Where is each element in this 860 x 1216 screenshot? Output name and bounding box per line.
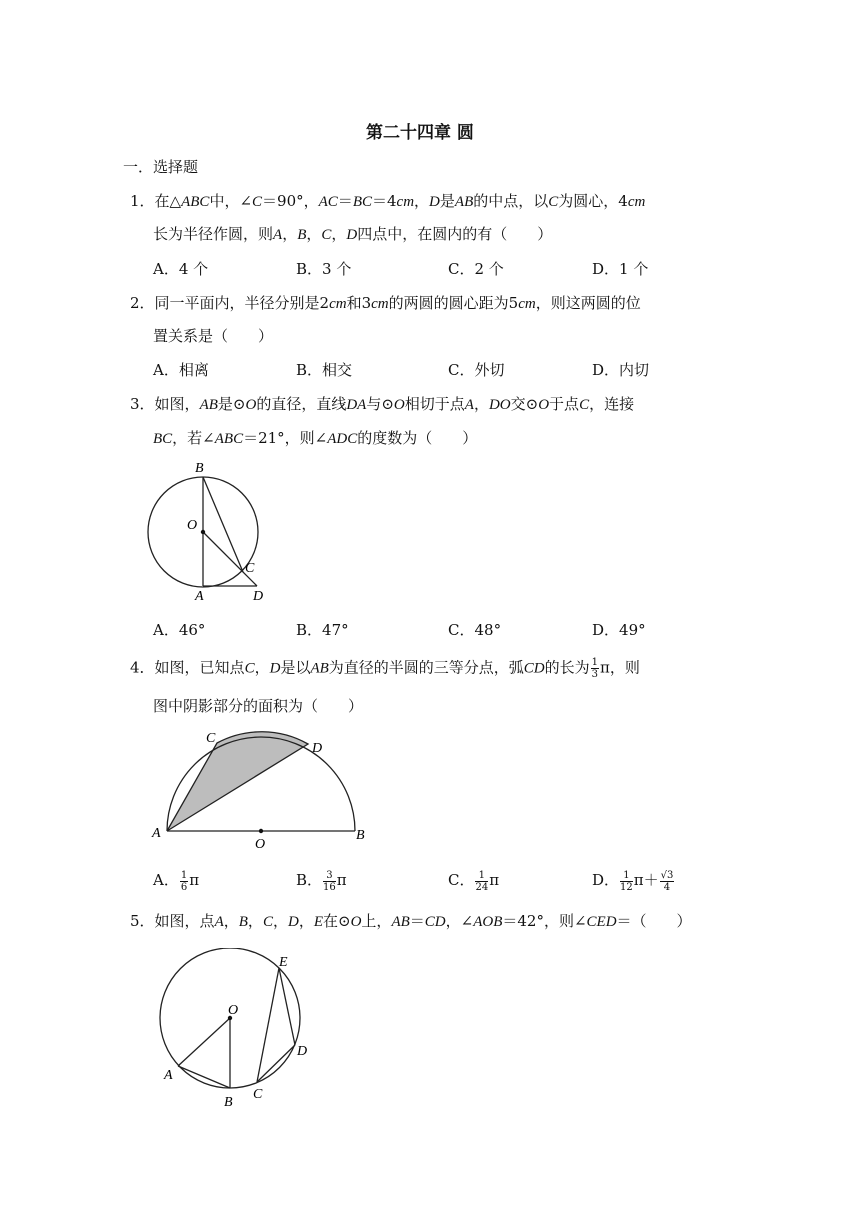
q4-option-b[interactable]: B． $\frac{3}{16}$ π bbox=[296, 869, 347, 893]
question-4-line-1: 4．如图，已知点C，D是以AB为直径的半圆的三等分点，弧CD的长为 $\frac{1}{3}$ π，则 bbox=[130, 657, 640, 680]
question-1-line-1: 1．在△ABC中，∠C＝90°，AC＝BC＝4cm，D是AB的中点，以C为圆心，4cm bbox=[130, 192, 646, 210]
fig5-label-a: A bbox=[164, 1068, 173, 1083]
fig3-center-dot bbox=[201, 530, 205, 534]
question-4-line-2: 图中阴影部分的面积为（ ） bbox=[153, 697, 364, 715]
fig4-label-o: O bbox=[255, 837, 266, 852]
figure-4-semicircle bbox=[145, 727, 375, 852]
fig5-label-b: B bbox=[224, 1095, 233, 1110]
fig3-label-d: D bbox=[253, 589, 264, 604]
fig4-shaded-region bbox=[167, 732, 308, 831]
q4-fraction-one-third: $\frac{1}{3}$ bbox=[591, 657, 599, 680]
q1-option-c[interactable]: C．2 个 bbox=[448, 260, 504, 278]
question-3-line-1: 3．如图，AB是⊙O的直径，直线DA与⊙O相切于点A，DO交⊙O于点C，连接 bbox=[130, 395, 635, 413]
q3-option-d[interactable]: D．49° bbox=[592, 621, 646, 639]
q2-option-d[interactable]: D．内切 bbox=[592, 361, 650, 379]
fig5-chord-ab bbox=[178, 1066, 230, 1088]
fig5-label-d: D bbox=[297, 1044, 308, 1059]
figure-5-circle-chords bbox=[150, 948, 325, 1113]
q1-option-a[interactable]: A．4 个 bbox=[153, 260, 209, 278]
q2-option-b[interactable]: B．相交 bbox=[296, 361, 353, 379]
fig4-label-c: C bbox=[206, 731, 216, 746]
page-title: 第二十四章 圆 bbox=[366, 123, 474, 143]
question-2-line-2: 置关系是（ ） bbox=[153, 327, 274, 345]
section-heading: 一．选择题 bbox=[123, 158, 199, 176]
figure-3-circle-tangent bbox=[140, 455, 280, 605]
fig5-radius-oa bbox=[178, 1018, 230, 1066]
q3-option-a[interactable]: A．46° bbox=[153, 621, 206, 639]
fig3-label-b: B bbox=[195, 461, 204, 476]
question-3-line-2: BC，若∠ABC＝21°，则∠ADC的度数为（ ） bbox=[153, 429, 478, 447]
question-5-line-1: 5．如图，点A，B，C，D，E在⊙O上，AB＝CD，∠AOB＝42°，则∠CED＝（ ） bbox=[130, 912, 692, 930]
fig4-center-dot bbox=[259, 829, 263, 833]
fig4-label-a: A bbox=[152, 826, 161, 841]
q3-option-c[interactable]: C．48° bbox=[448, 621, 502, 639]
fig4-label-b: B bbox=[356, 828, 365, 843]
fig5-label-e: E bbox=[279, 955, 288, 970]
fig5-label-o: O bbox=[228, 1003, 239, 1018]
q1-option-d[interactable]: D．1 个 bbox=[592, 260, 649, 278]
fig3-label-c: C bbox=[245, 561, 255, 576]
fig4-label-d: D bbox=[312, 741, 323, 756]
question-2-line-1: 2．同一平面内，半径分别是2cm和3cm的两圆的圆心距为5cm，则这两圆的位 bbox=[130, 294, 641, 312]
fig3-label-a: A bbox=[195, 589, 204, 604]
fig3-chord-bc bbox=[203, 477, 243, 572]
fig5-chord-ec bbox=[257, 968, 279, 1082]
fig3-label-o: O bbox=[187, 518, 198, 533]
q2-option-c[interactable]: C．外切 bbox=[448, 361, 505, 379]
fig5-label-c: C bbox=[253, 1087, 263, 1102]
q4-option-c[interactable]: C． $\frac{1}{24}$ π bbox=[448, 869, 500, 893]
question-1-line-2: 长为半径作圆，则A，B，C，D四点中，在圆内的有（ ） bbox=[153, 225, 553, 243]
q1-option-b[interactable]: B．3 个 bbox=[296, 260, 352, 278]
q4-option-d[interactable]: D． $\frac{1}{12}$ π＋ $\frac{√3}{4}$ bbox=[592, 869, 674, 893]
q4-option-a[interactable]: A． $\frac{1}{6}$ π bbox=[153, 869, 200, 893]
q2-option-a[interactable]: A．相离 bbox=[153, 361, 209, 379]
fig5-chord-ed bbox=[279, 968, 295, 1045]
q3-option-b[interactable]: B．47° bbox=[296, 621, 349, 639]
